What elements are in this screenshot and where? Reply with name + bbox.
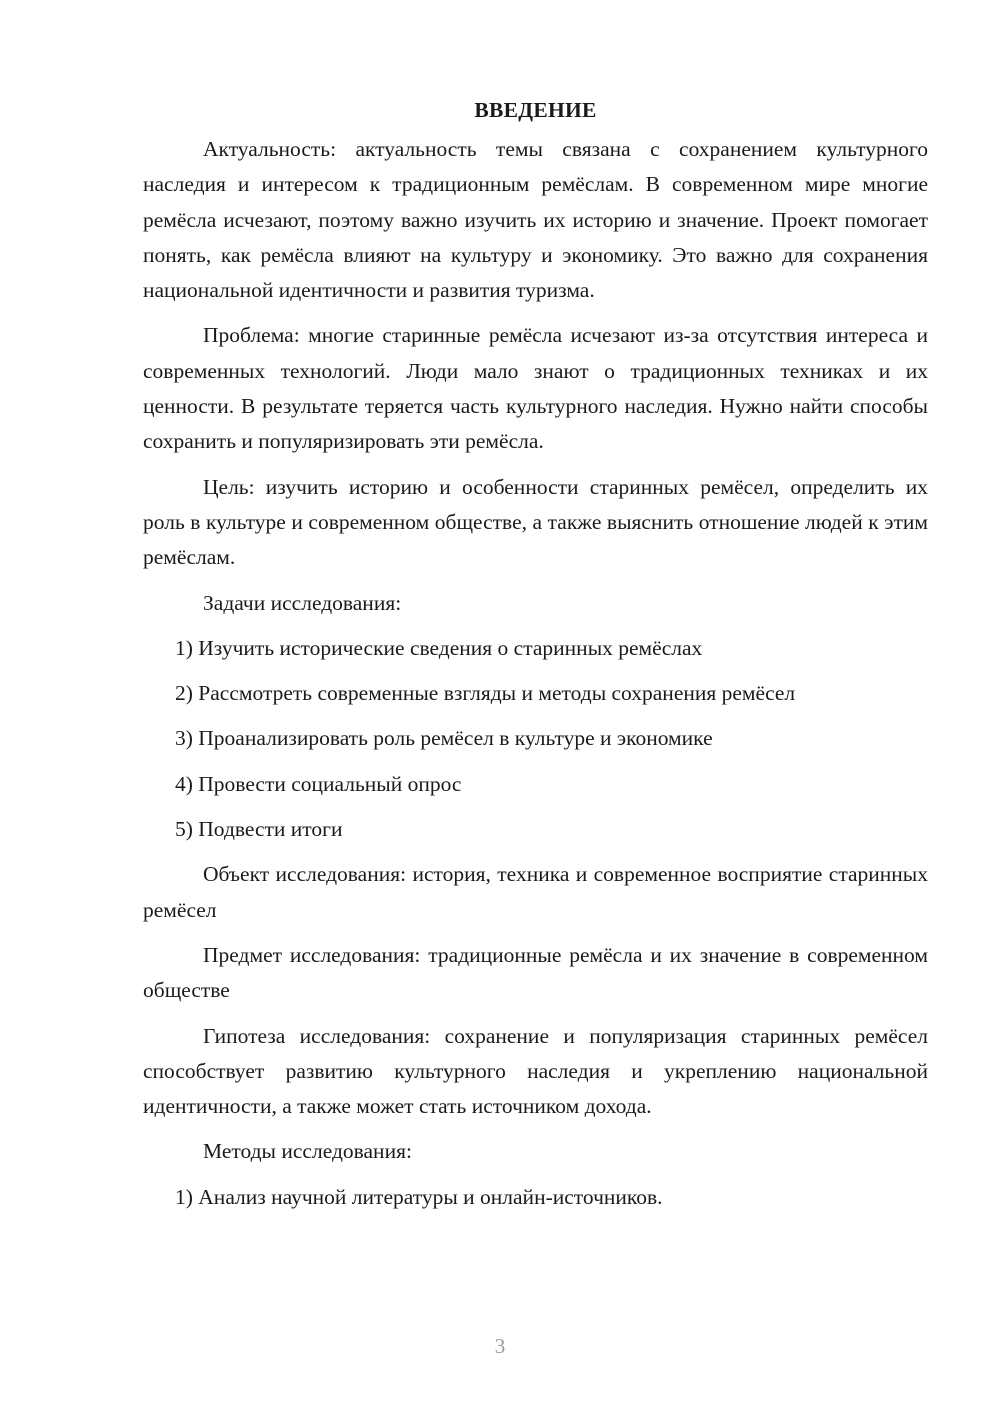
problem-paragraph: Проблема: многие старинные ремёсла исчезают из-за отсутствия интереса и современных технологий. Люди мало знают о традиционных техниках и их ценности. В результате теряется часть культурного наследия. Нужно найти способы сохранить и популяризировать эти ремёсла. [143, 323, 928, 454]
relevance-paragraph: Актуальность: актуальность темы связана с сохранением культурного наследия и интересом к традиционным ремёслам. В современном мире многие ремёсла исчезают, поэтому важно изучить их историю и значение. Проект помогает понять, как ремёсла влияют на культуру и экономику. Это важно для сохранения национальной идентичности и развития туризма. [143, 137, 928, 303]
object-paragraph: Объект исследования: история, техника и современное восприятие старинных ремёсел [143, 862, 928, 922]
section-title: ВВЕДЕНИЕ [474, 98, 597, 122]
list-item: 1) Анализ научной литературы и онлайн-источников. [175, 1184, 663, 1209]
goal-paragraph: Цель: изучить историю и особенности старинных ремёсел, определить их роль в культуре и современном обществе, а также выяснить отношение людей к этим ремёслам. [143, 474, 928, 570]
list-item: 4) Провести социальный опрос [175, 771, 462, 796]
list-item: 1) Изучить исторические сведения о старинных ремёслах [175, 635, 703, 660]
hypothesis-paragraph: Гипотеза исследования: сохранение и популяризация старинных ремёсел способствует развитию культурного наследия и укреплению национальной идентичности, а также может стать источником дохода. [143, 1023, 928, 1119]
tasks-heading: Задачи исследования: [203, 590, 402, 615]
tasks-list [143, 631, 928, 847]
subject-paragraph: Предмет исследования: традиционные ремёсла и их значение в современном обществе [143, 942, 928, 1003]
list-item: 2) Рассмотреть современные взгляды и методы сохранения ремёсел [175, 681, 796, 706]
list-item: 3) Проанализировать роль ремёсел в культуре и экономике [175, 726, 713, 751]
methods-list [143, 1180, 928, 1215]
list-item: 5) Подвести итоги [175, 817, 343, 842]
document-page [143, 98, 928, 1215]
methods-heading: Методы исследования: [203, 1139, 412, 1164]
page-number: 3 [494, 1334, 506, 1358]
